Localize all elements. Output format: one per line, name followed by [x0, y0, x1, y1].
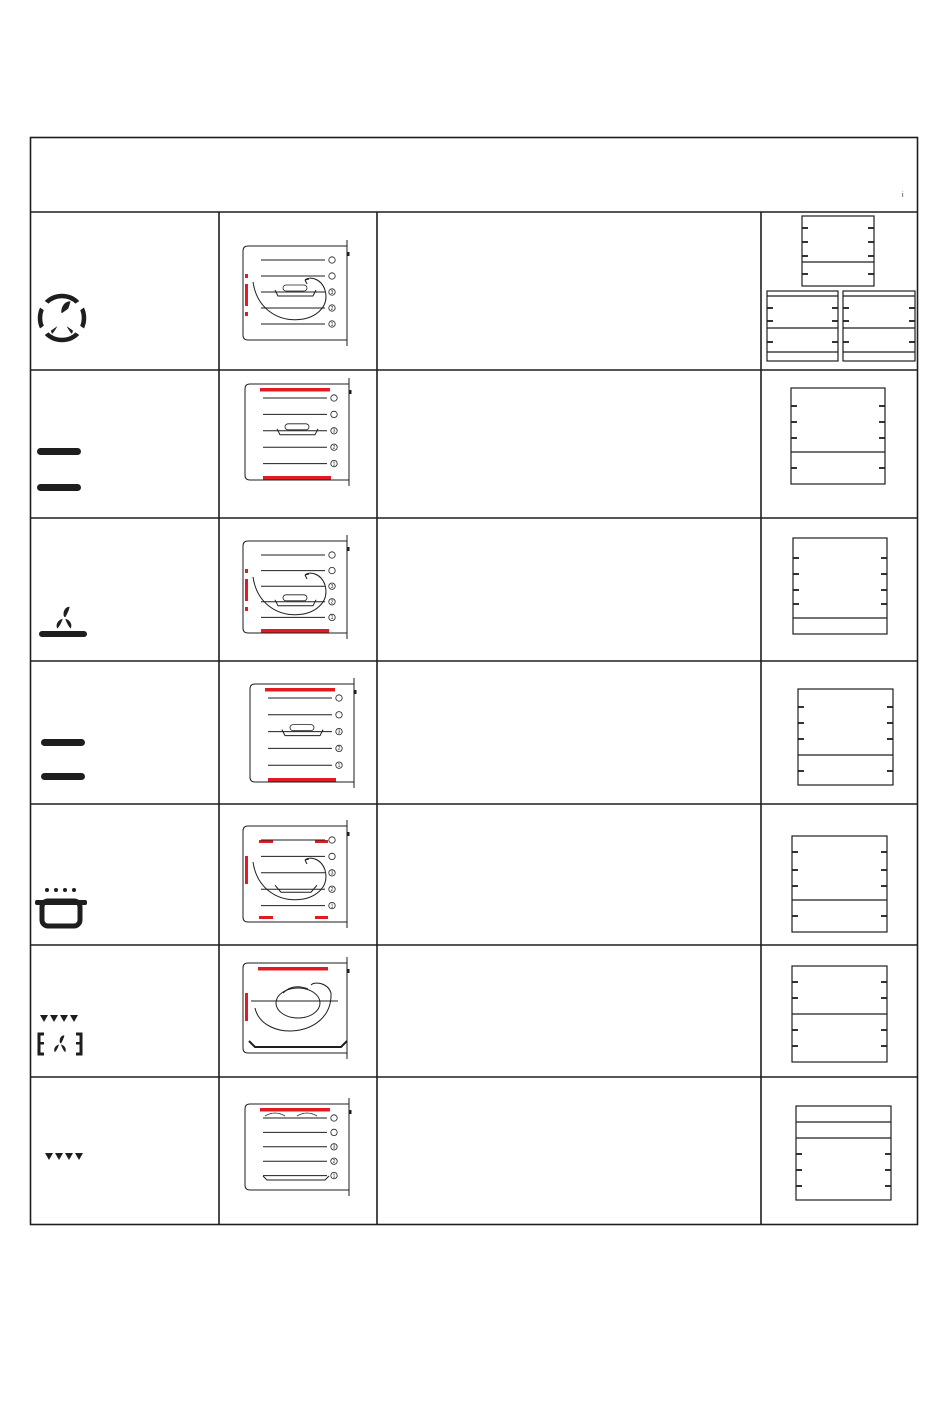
slow-cook-pot-icon	[35, 888, 87, 926]
oven-slow-cook-icon	[243, 820, 350, 928]
svg-text:2: 2	[332, 445, 336, 451]
svg-text:3: 3	[330, 584, 334, 590]
svg-text:1: 1	[337, 763, 341, 769]
shelf-layout-icon	[792, 966, 887, 1062]
fan-bottom-heat-icon	[39, 607, 87, 637]
svg-text:3: 3	[330, 870, 334, 877]
svg-text:2: 2	[330, 599, 334, 606]
shelf-layout-icon	[798, 689, 893, 785]
svg-text:1: 1	[332, 1173, 336, 1180]
shelf-layout-icon	[767, 216, 915, 361]
shelf-layout-icon	[793, 538, 887, 634]
svg-text:1: 1	[330, 615, 334, 622]
oven-conventional-heat-icon	[245, 378, 352, 486]
svg-text:3: 3	[332, 428, 336, 435]
top-bottom-heat-icon	[37, 448, 81, 491]
shelf-layout-icon	[796, 1106, 891, 1200]
svg-text:2: 2	[330, 305, 334, 312]
oven-rotisserie-grill-icon	[243, 957, 350, 1059]
svg-text:1: 1	[332, 461, 336, 468]
top-bottom-heat-icon	[41, 739, 85, 780]
svg-text:2: 2	[330, 887, 334, 893]
svg-text:2: 2	[332, 1159, 336, 1165]
svg-text:3: 3	[330, 289, 334, 296]
svg-text:1: 1	[330, 903, 334, 910]
fan-grill-icon	[39, 1015, 81, 1054]
svg-text:3: 3	[332, 1144, 336, 1151]
svg-text:3: 3	[337, 729, 341, 736]
shelf-layout-icon	[791, 388, 885, 484]
oven-conventional-heat-icon	[250, 678, 357, 788]
svg-text:2: 2	[337, 746, 341, 753]
svg-text:1: 1	[330, 321, 334, 328]
oven-fan-circulation-icon	[243, 240, 350, 346]
header-note: i	[902, 192, 904, 199]
oven-fan-bottom-icon	[243, 535, 350, 639]
grill-icon	[45, 1153, 83, 1160]
table-grid	[30, 138, 918, 1226]
fan-oven-icon	[35, 296, 89, 340]
shelf-layout-icon	[792, 836, 887, 932]
oven-grill-icon	[245, 1098, 352, 1196]
